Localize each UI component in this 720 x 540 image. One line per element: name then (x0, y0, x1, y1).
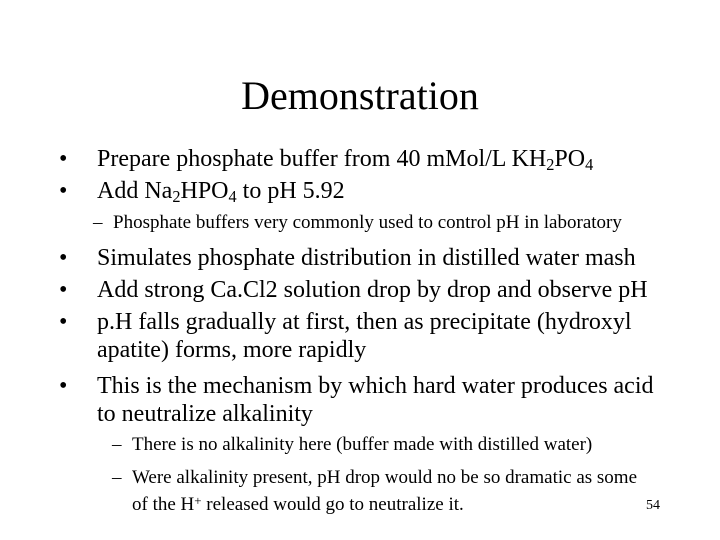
bullet-marker: • (59, 373, 68, 399)
sub-bullet-1: – Phosphate buffers very commonly used to control pH in laboratory (93, 212, 622, 233)
bullet-2: • Add $Na_2HPO_4$ to pH 5.92 (59, 178, 345, 207)
bullet-marker: • (59, 277, 68, 303)
bullet-1: • Prepare phosphate buffer from 40 mMol/L $KH_2PO_4$ (59, 146, 594, 175)
bullet-marker: • (59, 245, 68, 271)
sub-bullet-2: – There is no alkalinity here (buffer made with distilled water) (112, 434, 593, 455)
dash-marker: – (112, 467, 122, 488)
dash-marker: – (93, 212, 103, 233)
page-number: 54 (646, 498, 660, 513)
bullet-marker: • (59, 146, 68, 172)
bullet-marker: • (59, 309, 68, 335)
sub-bullet-3: – Were alkalinity present, pH drop would no be so dramatic as some of the H+ released would go to neutralize it. (132, 464, 637, 518)
dash-marker: – (112, 434, 122, 455)
bullet-4: • Add strong Ca.Cl2 solution drop by drop and observe pH (59, 277, 648, 303)
bullet-5: • p.H falls gradually at first, then as precipitate (hydroxyl apatite) forms, more rapidly (59, 309, 632, 363)
slide-title: Demonstration (241, 73, 479, 118)
bullet-3: • Simulates phosphate distribution in distilled water mash (59, 245, 636, 271)
bullet-6: • This is the mechanism by which hard water produces acid to neutralize alkalinity (59, 373, 654, 427)
bullet-marker: • (59, 178, 68, 204)
